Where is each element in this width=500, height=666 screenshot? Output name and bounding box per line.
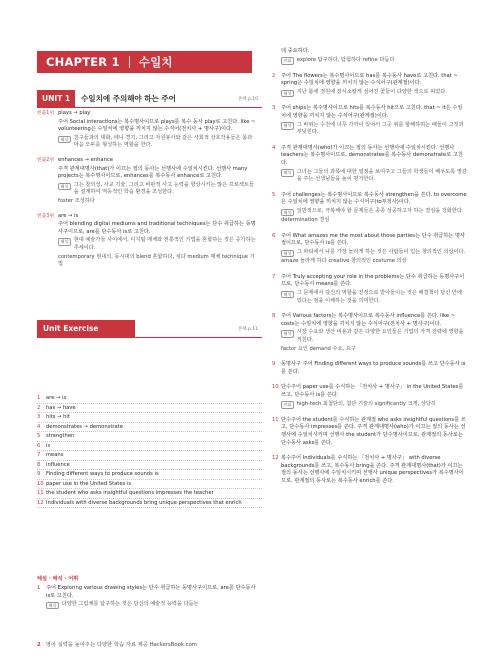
hint-text: 일반적으로, 극복해야 할 문제들은 종종 성공하고자 하는 결심을 강화한다. <box>296 207 464 214</box>
answer-number: 5 <box>37 433 41 439</box>
answer-row <box>37 489 262 499</box>
unit-item <box>37 213 257 270</box>
item-answer: are → is <box>58 212 79 219</box>
solution-number: 12 <box>272 455 279 462</box>
answer-text: Individuals with diverse backgrounds bring unique perspectives that enrich <box>46 499 242 506</box>
solution-text: 주격 관계대명사(who)가 이끄는 절의 동사는 선행사에 수일치시킨다. 선행사 teachers는 복수명사이므로, demonstrates를 복수동사 demonstrate로 고친다. <box>281 144 463 166</box>
chapter-label: CHAPTER 1 <box>46 55 120 69</box>
vocab-text: amaze 놀라게 하다 creative 창의적인 costume 의상 <box>281 258 407 265</box>
solution-number <box>272 48 281 66</box>
hint-tag: 해석 <box>281 250 294 258</box>
answer-number: 12 <box>37 499 44 506</box>
solution-item <box>272 105 467 137</box>
answer-number: 10 <box>37 480 44 487</box>
solution-item <box>37 585 259 610</box>
hint-tag: 해석 <box>281 330 294 338</box>
solution-number: 6 <box>272 232 276 239</box>
answer-text: are → is <box>46 395 67 401</box>
item-answer: enhances → enhance <box>58 156 113 163</box>
page-number: 2 <box>37 642 41 648</box>
footer-text: 영어 실력을 높여주는 다양한 학습 자료 제공 HackersBook.com <box>45 642 197 648</box>
solution-text: 주어 Truly accepting your role in the problems는 단수 취급하는 동명사구이므로, 단수동사 means를 쓴다. <box>281 273 465 288</box>
hint-text: 그 바위는 수천에 너무 가까이 있어서 그곳 위를 항해하려는 배들이 그것과 부딪힌다. <box>296 121 464 136</box>
answer-text: strengthen <box>46 433 75 439</box>
answer-number: 1 <box>37 395 41 401</box>
solution-text: 주어 challenges는 복수명사이므로 복수동사 strengthen을 쓴다. to overcome은 수일치에 영향을 끼치지 않는 수식어구(to부정사)이다. <box>281 191 467 206</box>
right-column <box>272 48 467 494</box>
answer-text: influence <box>46 461 70 468</box>
answer-row <box>37 394 262 404</box>
answer-row <box>37 432 262 442</box>
chapter-banner <box>37 51 252 73</box>
solution-item <box>272 233 467 267</box>
solution-text: 동명사구 주어 Finding different ways to produce sounds를 쓰고 단수동사 is를 쓴다. <box>281 361 466 375</box>
solution-number: 2 <box>272 72 276 79</box>
hint-text: 그 파티에서 나를 가장 놀라게 하는 것은 사람들이 입는 창의적인 의상이다. <box>296 248 466 255</box>
exercise-tag: Unit Exercise <box>37 320 135 337</box>
hint-text: 지난 봄에 정원에 장식소칼게 심어진 꽃들이 다양한 색으로 피었다. <box>296 89 447 96</box>
answer-row <box>37 480 262 490</box>
answer-row <box>37 423 262 433</box>
solution-number: 3 <box>272 105 276 112</box>
solution-number: 8 <box>272 313 276 320</box>
unit-title: 수일치에 주의해야 하는 주어 <box>81 94 176 103</box>
answer-text: demonstrates → demonstrate <box>46 423 123 430</box>
chapter-divider <box>129 56 130 68</box>
hint-tag: 어휘 <box>281 57 294 65</box>
answer-number: 7 <box>37 452 41 458</box>
hint-tag: 해석 <box>281 209 294 217</box>
solution-text: 주어 The flowers는 복수명사이므로 has를 복수동사 have로 고친다. that ~ spring은 수일치에 영향을 끼치지 않는 수식어구(관계절)이다. <box>281 72 458 87</box>
answer-text: has → have <box>46 404 76 411</box>
exercise-page-ref: 본책 p.11 <box>237 326 258 332</box>
answer-number: 2 <box>37 404 41 411</box>
hint-tag: 해석 <box>281 122 294 130</box>
answer-row <box>37 470 262 480</box>
solution-item <box>272 455 467 486</box>
vocab-text: factor 요인 demand 수요, 요구 <box>281 345 356 352</box>
exercise-header <box>37 320 262 338</box>
hint-tag: 해석 <box>46 602 59 610</box>
solution-item <box>272 73 467 98</box>
hint-text: 다양한 그림체를 탐구하는 것은 당신의 예술적 능력을 다듬는 <box>61 601 199 608</box>
chapter-title: 수일치 <box>138 55 173 69</box>
hint-text: 시장 수요와 생산 비용과 같은 다양한 요인들은 기업의 가격 전략에 영향을 끼친다. <box>296 329 464 344</box>
answer-text: means <box>46 452 64 458</box>
solution-text: 복수주어 Individuals를 수식하는 「전치사 + 명사구」 with diverse backgrounds를 쓰고, 복수동사 bring을 쓴다. 주격 관계대명사(that)가 이끄는 절의 동사는 선행사에 수일치시키며 선행사 unique perspectives가 복수명사이므로, 관계절의 동사로는 복수동사 enrich를 쓴다. <box>281 455 464 485</box>
solution-item <box>272 313 467 354</box>
solution-number: 11 <box>272 416 279 423</box>
item-rank: 빈출1위 <box>37 111 54 116</box>
solution-number: 1 <box>37 585 41 591</box>
answer-text: is <box>46 442 51 449</box>
page-footer <box>37 640 197 648</box>
vocab-text: contemporary 현대의, 동시대의 blend 혼합하다, 섞다 medium 매체 technique 기법 <box>58 253 255 268</box>
item-explanation: 주어 Social interactions는 복수명사이므로 plays를 복수 동사 play로 고친다. like ~ volunteering은 수일치에 영향을 끼치지 않는 수식어(전치사 + 명사구)이다. <box>58 118 256 133</box>
solution-item <box>272 48 467 66</box>
vocab-text: foster 조성하다 <box>58 197 95 204</box>
hint-text: 현대 예술가들 사이에서, 디지털 매체와 전통적인 기법을 혼합하는 것은 증가하는 추세이다. <box>73 237 256 251</box>
hint-text: high-tech 최첨단의, 첨단 기술의 significantly 크게, 상당히 <box>296 400 436 407</box>
item-answer: plays → play <box>58 110 91 116</box>
hint-text: 그녀는 그들의 과목에 대한 열정을 보여주고 그들의 학생들이 배우도록 영감을 주는 선생님들을 높이 평가한다. <box>296 168 467 183</box>
hint-tag: 해석 <box>281 90 294 98</box>
item-rank: 빈출3위 <box>37 213 54 219</box>
item-explanation: 주격 관계대명사(that)가 이끄는 절의 동사는 선행사에 수일치시킨다. 선행사 many projects는 복수명사이므로, enhances를 복수동사 enhance로 고친다. <box>58 165 248 180</box>
answer-row <box>37 451 262 461</box>
unit-header <box>37 90 262 108</box>
hint-tag: 어휘 <box>281 401 294 409</box>
solution-number: 5 <box>272 191 276 198</box>
answer-text: paper use in the United States is <box>46 480 132 487</box>
solution-item <box>272 417 467 448</box>
answer-row <box>37 442 262 452</box>
unit-page-ref: 본책 p.10 <box>237 96 258 102</box>
solution-item <box>272 384 467 409</box>
answer-list <box>37 394 262 508</box>
answer-number: 9 <box>37 471 41 477</box>
solution-item <box>272 145 467 185</box>
solution-item <box>272 192 467 226</box>
solution-text: 단수주어 paper use를 수식하는 「전치사 + 명사구」 in the United States를 쓰고, 단수동사 is를 쓴다. <box>281 384 464 398</box>
answer-text: hits → hit <box>46 414 70 420</box>
solution-text: 주어 What amazes me the most about those parties는 단수 취급하는 명사절이므로, 단수동사 is를 쓴다. <box>281 232 465 247</box>
unit-items <box>37 110 257 276</box>
unit-item <box>37 110 257 151</box>
solution-number: 4 <box>272 144 276 151</box>
solution-text: 주어 Exploring various drawing styles는 단수 취급하는 동명사구이므로, are를 단수동사 is로 고친다. <box>46 585 256 599</box>
solution-text: 주어 ships는 복수명사이므로 hits를 복수동사 hit으로 고친다. that ~ it은 수일치에 영향을 끼치지 않는 수식어구(관계절)이다. <box>281 105 463 119</box>
solution-text: 주어 Various factors는 복수명사이므로 복수동사 influence를 쓴다. like ~ costs는 수일치에 영향을 끼치지 않는 수식어구(전치사 + 명사구)이다. <box>281 313 456 327</box>
answer-text: the student who asks insightful questions impresses the teacher <box>46 490 214 496</box>
solution-label: 해설 · 해석 · 어휘 <box>37 576 79 582</box>
unit-tag: UNIT 1 <box>37 90 75 107</box>
item-explanation: 주어 blending digital mediums and traditional techniques는 단수 취급하는 동명사구이므로, are를 단수동사 is로 고친다. <box>58 221 256 235</box>
solution-item <box>272 361 467 377</box>
answer-text: Finding different ways to produce sounds is <box>46 471 159 477</box>
hint-tag: 해석 <box>58 183 71 191</box>
answer-number: 3 <box>37 414 41 420</box>
answer-number: 6 <box>37 442 41 449</box>
unit-item <box>37 157 257 207</box>
answer-number: 11 <box>37 490 44 496</box>
hint-text: 그 문제에서 당신의 역할을 진정으로 받아들이는 것은 해결책이 당신 안에 있다는 점을 이해하는 것을 의미한다. <box>296 290 462 304</box>
hint-text: 그는 창의성, 사교 기술, 그리고 비판적 사고 능력을 향상시키는 많은 프로젝트들을 설계하여 역동적인 학습 환경을 조성한다. <box>73 181 254 196</box>
answer-row <box>37 461 262 471</box>
answer-number: 4 <box>37 423 41 430</box>
hint-tag: 해석 <box>58 238 71 246</box>
hint-text: 친구들과의 대화, 테니 경기, 그리고 자원봉사와 같은 사회적 상호작용들은 몸과 마음 모두를 형성하는 역할을 한다. <box>73 134 253 149</box>
solution-item <box>272 274 467 306</box>
solution-number: 10 <box>272 384 279 391</box>
answer-row <box>37 499 262 509</box>
hint-tag: 해석 <box>281 169 294 177</box>
item-rank: 빈출2위 <box>37 157 54 163</box>
hint-tag: 해석 <box>58 136 71 144</box>
hint-text: explore 탐구하다, 탐험하다 refine 다듬다 <box>296 56 395 63</box>
solution-text: 데 중요하다. <box>281 48 310 54</box>
answer-row <box>37 404 262 414</box>
solution-number: 9 <box>272 361 276 368</box>
answer-row <box>37 413 262 423</box>
solution-text: 단수주어 the student를 수식하는 관계절 who asks insightful questions를 쓰고, 단수동사 impresses를 쓴다. 주격 관계대명사(who)가 이끄는 절의 동사는 선행사에 수일치시키며 선행사 the student가 단수명사이므로, 관계절의 동사로는 단수동사 asks를 쓴다. <box>281 416 466 446</box>
vocab-text: determination 결심 <box>281 217 330 224</box>
answer-number: 8 <box>37 461 41 468</box>
solution-number: 7 <box>272 273 276 280</box>
hint-tag: 해석 <box>281 291 294 299</box>
